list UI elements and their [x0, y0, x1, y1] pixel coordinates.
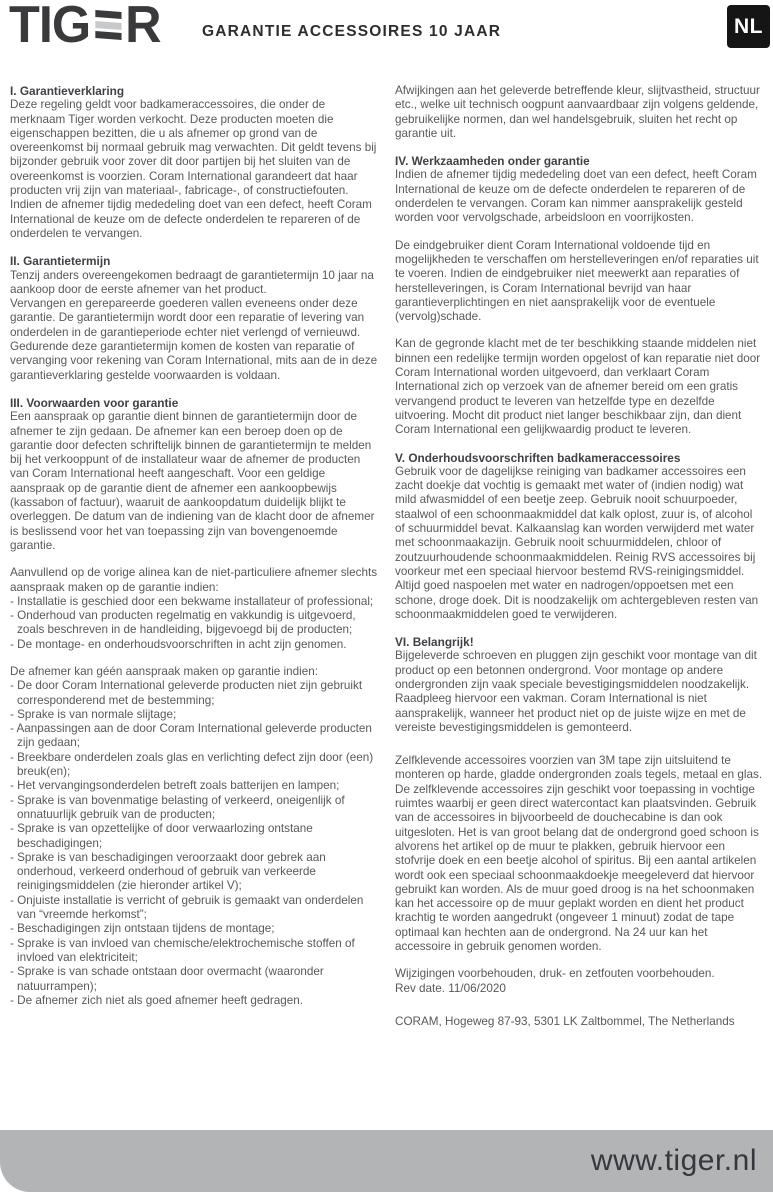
text-block [395, 967, 763, 996]
list-item: - Onderhoud van producten regelmatig en vakkundig is uitgevoerd, zoals beschreven in de handleiding, bijgevoegd bij de producten; [10, 609, 356, 637]
text-block [395, 1015, 763, 1029]
logo-e-bars-icon [95, 10, 121, 40]
section-heading: I. Garantieverklaring [10, 84, 125, 98]
text-block [395, 239, 763, 325]
section-heading: IV. Werkzaamheden onder garantie [395, 154, 590, 169]
paragraph: Gebruik voor de dagelijkse reiniging van badkamer accessoires een zacht doekje dat vochtig is gemaakt met water of (indien nodig) wat mild afwasmiddel of een beetje zeep. Gebruik nooit schuurpoeder, staalwol of een schoonmaakmiddel dat kalk oplost, zuur is, of alcohol of schuurmiddel bevat. Kalkaanslag kan worden verwijderd met water met schoonmaakazijn. Gebruik nooit schuurmiddelen, chloor of zoutzuurhoudende schoonmaakmiddelen. Reinig RVS accessoires bij voorkeur met een speciaal hiervoor bestemd RVS-reinigingsmiddel. Altijd goed naspoelen met water en nadrogen/oppoetsen met een schone, droge doek. Dit is noodzakelijk om achtergebleven resten van schoonmaakmiddelen goed te verwijderen. [395, 464, 759, 621]
logo-text-prefix: TIG [9, 0, 91, 54]
country-badge: NL [727, 5, 770, 48]
paragraph: Vervangen en gerepareerde goederen vallen eveneens onder deze garantie. De garantietermijn wordt door een reparatie of levering van onderdelen in de garantieperiode echter niet verlengd of vernieuwd. [10, 297, 365, 339]
text-block [395, 451, 763, 623]
list-item: - Sprake is van invloed van chemische/elektrochemische stoffen of invloed van elektriciteit; [10, 936, 355, 964]
paragraph: Gedurende deze garantietermijn komen de kosten van reparatie of vervanging voor rekening van Coram International, mits aan de in deze garantieverklaring gestelde voorwaarden is voldaan. [10, 340, 378, 382]
paragraph: De afnemer kan géén aanspraak maken op garantie indien: [10, 664, 318, 678]
website-url: www.tiger.nl [590, 1144, 757, 1177]
paragraph: Een aanspraak op garantie dient binnen de garantietermijn door de afnemer te zijn gedaan. De afnemer kan een beroep doen op de garantie door defecten schriftelijk binnen de garantietermijn te melden bij het verkooppunt of de installateur waar de afnemer de producten van Coram International heeft aangeschaft. Voor een geldige aanspraak op de garantie dient de afnemer een aankoopbewijs (kassabon of factuur), waaruit de aankoopdatum duidelijk blijkt te overleggen. De datum van de indiening van de klacht door de afnemer is beslissend voor het van toepassing zijn van bovengenoemde garantie. [10, 410, 375, 552]
paragraph: Rev date. 11/06/2020 [395, 981, 506, 995]
page-title: GARANTIE ACCESSOIRES 10 JAAR [202, 23, 502, 40]
list-item: - Breekbare onderdelen zoals glas en verlichting defect zijn door (een) breuk(en); [10, 750, 374, 779]
paragraph: Deze regeling geldt voor badkameraccessoires, die onder de merknaam Tiger worden verkocht. Deze producten moeten die eigenschappen bezitten, die u als afnemer op grond van de overeenkomst bij normaal gebruik mag verwachten. Dit geldt tevens bij bijzonder gebruik voor zover dit door partijen bij het sluiten van de overeenkomst is voorzien. Coram International garandeert dat haar producten vrij zijn van materiaal-, fabricage-, of constructiefouten. Indien de afnemer tijdig mededeling doet van een defect, heeft Coram International de keuze om de defecte onderdelen te repareren of de onderdelen te vervangen. [10, 98, 377, 240]
paragraph: Tenzij anders overeengekomen bedraagt de garantietermijn 10 jaar na aankoop door de eerste afnemer van het product. [10, 268, 374, 296]
text-block [10, 566, 378, 652]
list-item: - De door Coram International geleverde producten niet zijn gebruikt corresponderend met de bestemming; [10, 679, 363, 707]
text-block [10, 84, 378, 241]
list-item: - Sprake is van normale slijtage; [10, 707, 177, 721]
paragraph: Indien de afnemer tijdig mededeling doet van een defect, heeft Coram International de keuze om de defecte onderdelen te repareren of de onderdelen te vervangen. Coram kan nimmer aansprakelijk gesteld worden voor vervolgschade, arbeidsloon en voorrijkosten. [395, 168, 757, 225]
paragraph: Zelfklevende accessoires voorzien van 3M tape zijn uitsluitend te monteren op harde, gladde ondergronden zoals tegels, metaal en glas. De zelfklevende accessoires zijn geschikt voor toepassing in vochtige ruimtes waarbij er geen direct watercontact kan plaatsvinden. Gebruik van de accessoires in bijvoorbeeld de douchecabine is dan ook uitgesloten. Het is van groot belang dat de ondergrond goed schoon is alvorens het artikel op de muur te plakken, gebruik hiervoor een stofvrije doek en een beetje alcohol of spiritus. Bij een aantal artikelen wordt ook een speciaal schoonmaakdoekje meegeleverd dat hiervoor gebruikt kan worden. Als de muur goed droog is na het schoonmaken kan het accessoire op de muur geplakt worden en dient het product krachtig te worden aangedrukt (ongeveer 1 minuut) zodat de tape optimaal kan hechten aan de ondergrond. Na 24 uur kan het accessoire in gebruik genomen worden. [395, 754, 763, 954]
section-heading: V. Onderhoudsvoorschriften badkameraccessoires [395, 450, 681, 465]
paragraph: Aanvullend op de vorige alinea kan de niet-particuliere afnemer slechts aanspraak maken op de garantie indien: [10, 566, 378, 594]
left-column [10, 84, 378, 1042]
section-heading: II. Garantietermijn [10, 254, 111, 269]
bullet-list [10, 595, 378, 652]
list-item: - Sprake is van schade ontstaan door overmacht (waaronder natuurrampen); [10, 965, 324, 993]
document-body [10, 84, 763, 1042]
list-item: - De afnemer zich niet als goed afnemer heeft gedragen. [10, 993, 304, 1007]
list-item: - De montage- en onderhoudsvoorschriften in acht zijn genomen. [10, 637, 347, 651]
text-block [395, 337, 763, 437]
logo-text-suffix: R [125, 0, 161, 54]
text-block [395, 635, 763, 735]
text-block [395, 84, 763, 141]
list-item: - Onjuiste installatie is verricht of gebruik is gemaakt van onderdelen van “vreemde herkomst”; [10, 893, 364, 922]
text-block [10, 396, 378, 553]
list-item: - Sprake is van beschadigingen veroorzaakt door gebrek aan onderhoud, verkeerd onderhoud of gebruik van verkeerde reinigingsmiddelen (zie hieronder artikel V); [10, 850, 326, 893]
list-item: - Het vervangingsonderdelen betreft zoals batterijen en lampen; [10, 779, 340, 793]
list-item: - Sprake is van opzettelijke of door verwaarlozing ontstane beschadigingen; [10, 822, 313, 850]
list-item: - Installatie is geschied door een bekwame installateur of professional; [10, 594, 374, 608]
bullet-list [10, 679, 378, 1008]
paragraph: Afwijkingen aan het geleverde betreffende kleur, slijtvastheid, structuur etc., welke uit technisch oogpunt aanvaardbaar zijn volgens geldende, gebruikelijke normen, dan wel handelsgebruik, sluiten het recht op garantie uit. [395, 84, 760, 140]
tiger-logo [9, 0, 161, 54]
list-item: - Aanpassingen aan de door Coram International geleverde producten zijn gedaan; [10, 722, 372, 750]
section-heading: VI. Belangrijk! [395, 635, 474, 650]
list-item: - Sprake is van bovenmatige belasting of verkeerd, oneigenlijk of onnatuurlijk gebruik van de producten; [10, 793, 345, 821]
text-block [10, 254, 378, 383]
paragraph: Wijzigingen voorbehouden, druk- en zetfouten voorbehouden. [395, 967, 715, 981]
paragraph: CORAM, Hogeweg 87-93, 5301 LK Zaltbommel, The Netherlands [395, 1014, 735, 1028]
right-column [395, 84, 763, 1042]
text-block [10, 665, 378, 1008]
section-heading: III. Voorwaarden voor garantie [10, 395, 179, 410]
paragraph: De eindgebruiker dient Coram International voldoende tijd en mogelijkheden te verschaffen om herstelleveringen en/of reparaties uit te voeren. Indien de eindgebruiker niet meewerkt aan reparaties of herstelleveringen, is Coram International bevrijd van haar garantieverplichtingen en niet aansprakelijk voor de eventuele (vervolg)schade. [395, 238, 759, 324]
text-block [395, 754, 763, 954]
paragraph: Kan de gegronde klacht met de ter beschikking staande middelen niet binnen een redelijke termijn worden opgelost of kan reparatie niet door Coram International worden uitgevoerd, dan verklaart Coram International zich op verzoek van de afnemer bereid om een gratis vervangend product te leveren van hetzelfde type en dezelfde uitvoering. Mocht dit product niet langer beschikbaar zijn, dan dient Coram International een gelijkwaardig product te leveren. [395, 337, 761, 437]
list-item: - Beschadigingen zijn ontstaan tijdens de montage; [10, 922, 275, 936]
paragraph: Bijgeleverde schroeven en pluggen zijn geschikt voor montage van dit product op een betonnen ondergrond. Voor montage op andere ondergronden zijn vaak speciale bevestigingsmiddelen noodzakelijk. Raadpleeg hiervoor een vakman. Coram International is niet aansprakelijk, wanneer het product niet op de juiste wijze en met de vereiste bevestigingsmiddelen is gemonteerd. [395, 649, 757, 734]
text-block [395, 154, 763, 225]
footer-bar [0, 1130, 773, 1192]
